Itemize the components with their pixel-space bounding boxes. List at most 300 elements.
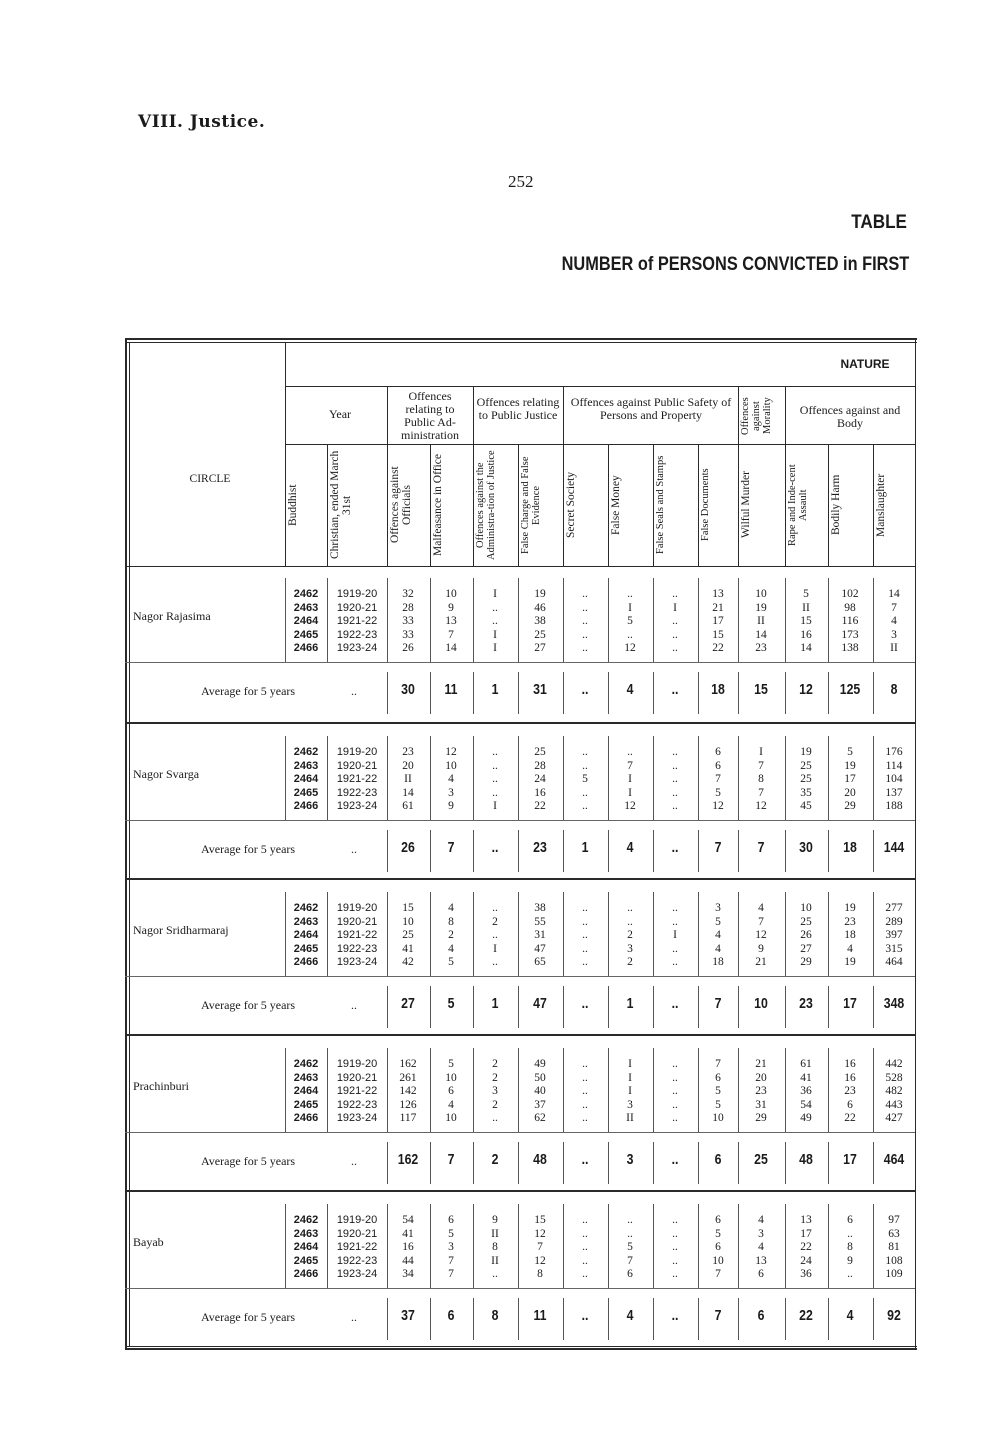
- table-cell: 7: [537, 1241, 543, 1253]
- table-cell: ..: [672, 942, 678, 955]
- average-cell: 48: [533, 1151, 547, 1168]
- table-cell: ..: [582, 1098, 588, 1111]
- average-cell: 1: [581, 839, 589, 856]
- table-cell: ..: [492, 746, 498, 758]
- table-cell: 17: [800, 1227, 812, 1240]
- table-cell: I: [759, 746, 763, 758]
- table-cell: 16: [800, 628, 812, 641]
- average-label: [201, 842, 376, 857]
- col-sep: [430, 444, 431, 566]
- average-cell: 4: [626, 681, 634, 698]
- table-cell: ..: [582, 746, 588, 758]
- table-cell: ..: [582, 1227, 588, 1240]
- table-cell: ..: [492, 956, 498, 968]
- average-cell: 6: [447, 1307, 455, 1324]
- col-sep: [698, 1298, 699, 1340]
- table-cell: 6: [448, 1085, 454, 1097]
- col-sep: [563, 830, 564, 872]
- table-cell: 1920-21: [336, 1071, 378, 1084]
- col-head-manslaughter: Manslaughter: [875, 473, 887, 537]
- table-cell: 277: [885, 902, 903, 914]
- col-sep: [653, 1142, 654, 1184]
- average-label-text: Average for 5 years: [201, 1154, 296, 1168]
- table-cell: 3: [448, 786, 454, 799]
- col-sep: [327, 1048, 328, 1132]
- table-cell: 5: [715, 1227, 721, 1240]
- table-cell: I: [628, 1058, 632, 1070]
- table-cell: 38: [534, 615, 546, 627]
- col-sep: [563, 986, 564, 1028]
- average-cell: 7: [447, 1151, 455, 1168]
- table-cell: 1919-20: [336, 746, 378, 758]
- average-cell: 125: [839, 681, 861, 698]
- average-cell: 7: [757, 839, 765, 856]
- table-cell: 12: [624, 800, 636, 812]
- table-cell: 1922-23: [336, 786, 378, 799]
- col-sep: [473, 1298, 474, 1340]
- table-cell: 17: [712, 615, 724, 627]
- group-rule: [285, 444, 915, 445]
- col-sep: [387, 386, 388, 566]
- average-cell: 17: [843, 1151, 857, 1168]
- table-cell: 5: [582, 773, 588, 785]
- average-cell: 25: [754, 1151, 768, 1168]
- public-justice-group-heading: Offences relating to Public Justice: [476, 395, 560, 422]
- average-label: [201, 1154, 376, 1169]
- col-head-false-documents: False Documents: [700, 468, 711, 542]
- table-cell: 23: [402, 746, 414, 758]
- table-cell: 289: [885, 915, 903, 928]
- circle-heading: CIRCLE: [189, 473, 231, 485]
- table-cell: 4: [448, 902, 454, 914]
- table-cell: 162: [399, 1058, 417, 1070]
- table-cell: 22: [800, 1241, 812, 1253]
- col-head-malfeasance: Malfeasance in Office: [432, 454, 444, 556]
- col-sep: [653, 986, 654, 1028]
- col-sep: [387, 1298, 388, 1340]
- table-cell: 62: [534, 1112, 546, 1124]
- table-cell: 1921-22: [336, 1085, 378, 1097]
- average-cell: 162: [397, 1151, 419, 1168]
- table-cell: 2: [627, 956, 633, 968]
- table-cell: 1919-20: [336, 1058, 378, 1070]
- table-cell: 9: [448, 800, 454, 812]
- table-cell: 8: [758, 773, 764, 785]
- circle-year-separator: [285, 342, 286, 566]
- table-cell: 23: [755, 1085, 767, 1097]
- table-cell: 3: [492, 1085, 498, 1097]
- table-cell: 5: [715, 1085, 721, 1097]
- col-sep: [327, 892, 328, 976]
- table-cell: I: [673, 601, 677, 614]
- table-cell: 20: [844, 786, 856, 799]
- col-sep: [327, 578, 328, 662]
- table-cell: 3: [627, 1098, 633, 1111]
- table-cell: ..: [492, 773, 498, 785]
- table-cell: 25: [800, 759, 812, 772]
- table-cell: 7: [448, 1254, 454, 1267]
- table-cell: 8: [492, 1241, 498, 1253]
- table-cell: 19: [844, 902, 856, 914]
- table-cell: 24: [800, 1254, 812, 1267]
- table-cell: 261: [399, 1071, 417, 1084]
- table-cell: 5: [448, 1058, 454, 1070]
- table-cell: ..: [672, 773, 678, 785]
- table-cell: 25: [534, 746, 546, 758]
- table-cell: 116: [841, 615, 859, 627]
- table-cell: ..: [627, 628, 633, 641]
- table-cell: 2462: [293, 902, 319, 914]
- average-cell: 7: [714, 839, 722, 856]
- table-cell: 13: [712, 588, 724, 600]
- table-cell: 29: [844, 800, 856, 812]
- table-cell: ..: [672, 746, 678, 758]
- table-cell: ..: [672, 1268, 678, 1280]
- table-cell: 25: [402, 929, 414, 941]
- table-cell: 22: [534, 800, 546, 812]
- table-cell: 2465: [293, 1098, 319, 1111]
- table-cell: ..: [672, 759, 678, 772]
- table-cell: 2464: [293, 773, 319, 785]
- table-cell: 7: [758, 786, 764, 799]
- public-safety-group-heading: Offences against Public Safety of Persons and Property: [570, 395, 732, 422]
- table-cell: 1923-24: [336, 1112, 378, 1124]
- table-cell: ..: [492, 1268, 498, 1280]
- table-cell: 25: [800, 915, 812, 928]
- table-cell: 114: [885, 759, 903, 772]
- table-cell: 35: [800, 786, 812, 799]
- table-cell: 21: [755, 956, 767, 968]
- average-label-dots: ..: [351, 842, 357, 856]
- col-head-christian: Christian, ended March 31st: [329, 450, 353, 560]
- table-cell: ..: [492, 1112, 498, 1124]
- table-cell: 15: [534, 1214, 546, 1226]
- table-cell: 5: [627, 1241, 633, 1253]
- table-cell: 5: [627, 615, 633, 627]
- average-cell: 7: [714, 1307, 722, 1324]
- average-cell: 12: [799, 681, 813, 698]
- table-cell: 12: [534, 1227, 546, 1240]
- table-cell: 1923-24: [336, 956, 378, 968]
- table-cell: 7: [715, 773, 721, 785]
- table-left-border: [125, 338, 127, 1350]
- col-head-false-seals: False Seals and Stamps: [655, 455, 666, 555]
- table-cell: 2464: [293, 1241, 319, 1253]
- table-cell: 2466: [293, 1112, 319, 1124]
- table-cell: 2465: [293, 942, 319, 955]
- table-cell: 2463: [293, 1227, 319, 1240]
- col-sep: [608, 444, 609, 566]
- col-sep: [430, 830, 431, 872]
- average-label-dots: ..: [351, 1154, 357, 1168]
- table-bottom-border: [125, 1348, 917, 1350]
- average-label-text: Average for 5 years: [201, 842, 296, 856]
- average-cell: 7: [714, 995, 722, 1012]
- table-cell: 13: [800, 1214, 812, 1226]
- table-cell: 29: [755, 1112, 767, 1124]
- table-cell: ..: [582, 915, 588, 928]
- col-sep: [828, 830, 829, 872]
- year-group-heading: Year: [328, 407, 352, 421]
- average-label-text: Average for 5 years: [201, 998, 296, 1012]
- average-cell: 15: [754, 681, 768, 698]
- col-sep: [738, 986, 739, 1028]
- table-cell: 38: [534, 902, 546, 914]
- col-sep: [873, 1298, 874, 1340]
- table-cell: I: [493, 588, 497, 600]
- table-cell: 13: [445, 615, 457, 627]
- col-sep: [653, 672, 654, 714]
- table-cell: 7: [448, 628, 454, 641]
- table-cell: 19: [844, 956, 856, 968]
- table-cell: II: [626, 1112, 634, 1124]
- table-cell: 6: [847, 1098, 853, 1111]
- average-cell: 1: [626, 995, 634, 1012]
- table-cell: 104: [885, 773, 903, 785]
- average-cell: ..: [671, 1151, 679, 1168]
- col-sep: [785, 986, 786, 1028]
- table-cell: 4: [448, 942, 454, 955]
- table-cell: I: [493, 800, 497, 812]
- table-top-border: [125, 338, 917, 340]
- table-cell: ..: [672, 628, 678, 641]
- col-sep: [653, 1298, 654, 1340]
- page-number: 252: [508, 172, 534, 191]
- table-cell: ..: [582, 759, 588, 772]
- table-cell: 117: [399, 1112, 417, 1124]
- average-cell: 11: [444, 681, 458, 698]
- table-cell: 45: [800, 800, 812, 812]
- table-cell: 2463: [293, 601, 319, 614]
- circle-block-rule: [125, 1190, 915, 1192]
- table-cell: 17: [844, 773, 856, 785]
- table-cell: 4: [847, 942, 853, 955]
- table-cell: 25: [534, 628, 546, 641]
- col-sep: [430, 672, 431, 714]
- average-label: [201, 1310, 376, 1325]
- table-cell: 15: [712, 628, 724, 641]
- table-cell: 28: [534, 759, 546, 772]
- average-cell: 464: [883, 1151, 905, 1168]
- table-cell: 16: [844, 1058, 856, 1070]
- col-sep: [785, 672, 786, 714]
- col-sep: [873, 444, 874, 566]
- table-top-border-inner: [125, 342, 917, 343]
- table-cell: 54: [800, 1098, 812, 1111]
- table-cell: 46: [534, 601, 546, 614]
- average-cell: 1: [491, 995, 499, 1012]
- table-cell: II: [757, 615, 765, 627]
- col-sep: [563, 1298, 564, 1340]
- table-cell: 137: [885, 786, 903, 799]
- table-caption: NUMBER of PERSONS CONVICTED in FIRST: [561, 254, 909, 275]
- table-cell: 44: [402, 1254, 414, 1267]
- table-cell: 2463: [293, 759, 319, 772]
- table-cell: ..: [582, 902, 588, 914]
- col-sep: [387, 986, 388, 1028]
- average-cell: 18: [843, 839, 857, 856]
- average-cell: 37: [401, 1307, 415, 1324]
- table-cell: ..: [582, 615, 588, 627]
- average-rule: [125, 662, 915, 663]
- average-rule: [125, 976, 915, 977]
- table-cell: ..: [627, 915, 633, 928]
- table-cell: ..: [582, 956, 588, 968]
- table-cell: ..: [582, 628, 588, 641]
- col-sep: [518, 1142, 519, 1184]
- average-label-dots: ..: [351, 684, 357, 698]
- table-cell: 23: [844, 915, 856, 928]
- table-cell: 1923-24: [336, 642, 378, 654]
- table-left-border-inner: [129, 342, 130, 1346]
- average-cell: 348: [883, 995, 905, 1012]
- table-cell: 65: [534, 956, 546, 968]
- average-cell: ..: [671, 839, 679, 856]
- table-cell: 2466: [293, 800, 319, 812]
- table-cell: 1921-22: [336, 929, 378, 941]
- table-cell: 2465: [293, 786, 319, 799]
- table-cell: I: [628, 1071, 632, 1084]
- table-cell: 50: [534, 1071, 546, 1084]
- col-head-false-charge: False Charge and False Evidence: [520, 456, 542, 554]
- table-cell: 6: [715, 759, 721, 772]
- col-sep: [473, 386, 474, 566]
- table-cell: 4: [715, 942, 721, 955]
- table-cell: 18: [712, 956, 724, 968]
- circle-block-rule: [125, 722, 915, 724]
- table-cell: 28: [402, 601, 414, 614]
- table-cell: 12: [755, 929, 767, 941]
- circle-name: Nagor Svarga: [133, 767, 200, 781]
- col-sep: [738, 830, 739, 872]
- average-cell: 18: [711, 681, 725, 698]
- table-cell: 31: [755, 1098, 767, 1111]
- average-cell: 4: [626, 839, 634, 856]
- table-cell: 7: [627, 759, 633, 772]
- table-cell: 22: [844, 1112, 856, 1124]
- table-cell: 19: [844, 759, 856, 772]
- col-sep: [473, 986, 474, 1028]
- table-cell: ..: [672, 956, 678, 968]
- col-sep: [785, 1142, 786, 1184]
- table-cell: 49: [800, 1112, 812, 1124]
- table-cell: 20: [402, 759, 414, 772]
- col-sep: [828, 444, 829, 566]
- table-cell: 1922-23: [336, 628, 378, 641]
- table-cell: 4: [448, 1098, 454, 1111]
- table-cell: II: [404, 773, 412, 785]
- col-head-false-money: False Money: [610, 475, 622, 535]
- table-cell: 1920-21: [336, 601, 378, 614]
- table-cell: 40: [534, 1085, 546, 1097]
- table-cell: 20: [755, 1071, 767, 1084]
- public-admin-group-heading: Offences relating to Public Ad-ministration: [401, 389, 459, 442]
- table-cell: 32: [402, 588, 414, 600]
- col-sep: [563, 386, 564, 566]
- average-cell: 26: [401, 839, 415, 856]
- average-cell: ..: [671, 681, 679, 698]
- col-sep: [873, 830, 874, 872]
- table-cell: 2: [448, 929, 454, 941]
- table-cell: 16: [402, 1241, 414, 1253]
- table-cell: 173: [841, 628, 859, 641]
- table-bottom-border-inner: [125, 1346, 917, 1347]
- table-cell: ..: [582, 1214, 588, 1226]
- table-cell: 14: [755, 628, 767, 641]
- average-cell: 144: [883, 839, 905, 856]
- table-cell: 36: [800, 1085, 812, 1097]
- table-cell: ..: [672, 800, 678, 812]
- table-cell: ..: [492, 615, 498, 627]
- table-cell: 6: [715, 1241, 721, 1253]
- table-cell: 3: [758, 1227, 764, 1240]
- table-cell: 2464: [293, 1085, 319, 1097]
- table-cell: 3: [627, 942, 633, 955]
- col-sep: [828, 672, 829, 714]
- average-cell: 4: [846, 1307, 854, 1324]
- table-cell: 55: [534, 915, 546, 928]
- col-sep: [738, 1298, 739, 1340]
- table-cell: 1920-21: [336, 1227, 378, 1240]
- table-cell: ..: [672, 588, 678, 600]
- table-cell: 6: [627, 1268, 633, 1280]
- average-cell: 23: [799, 995, 813, 1012]
- table-cell: 1922-23: [336, 942, 378, 955]
- col-sep: [518, 986, 519, 1028]
- table-cell: 5: [715, 786, 721, 799]
- section-title: VIII. Justice.: [138, 112, 266, 132]
- table-cell: 2466: [293, 1268, 319, 1280]
- col-sep: [608, 830, 609, 872]
- table-cell: ..: [582, 1071, 588, 1084]
- table-cell: II: [491, 1227, 499, 1240]
- table-cell: ..: [672, 1112, 678, 1124]
- col-sep: [327, 736, 328, 820]
- table-cell: 6: [715, 1071, 721, 1084]
- table-cell: 2464: [293, 929, 319, 941]
- col-sep: [518, 672, 519, 714]
- table-cell: 26: [402, 642, 414, 654]
- col-sep: [327, 444, 328, 566]
- table-cell: 142: [399, 1085, 417, 1097]
- table-cell: 19: [534, 588, 546, 600]
- table-cell: ..: [672, 915, 678, 928]
- table-cell: 7: [627, 1254, 633, 1267]
- col-sep: [873, 672, 874, 714]
- col-sep: [828, 1142, 829, 1184]
- table-cell: I: [493, 628, 497, 641]
- table-cell: ..: [582, 601, 588, 614]
- table-cell: I: [493, 642, 497, 654]
- table-cell: 2465: [293, 1254, 319, 1267]
- table-cell: I: [673, 929, 677, 941]
- table-cell: 2466: [293, 956, 319, 968]
- table-cell: 3: [448, 1241, 454, 1253]
- col-sep: [873, 1142, 874, 1184]
- table-cell: 22: [712, 642, 724, 654]
- table-cell: ..: [672, 1085, 678, 1097]
- table-cell: 2462: [293, 588, 319, 600]
- col-sep: [518, 444, 519, 566]
- table-cell: 8: [847, 1241, 853, 1253]
- average-rule: [125, 1288, 915, 1289]
- table-cell: 12: [755, 800, 767, 812]
- col-sep: [828, 986, 829, 1028]
- table-cell: 3: [891, 628, 897, 641]
- table-cell: ..: [627, 746, 633, 758]
- table-cell: 9: [448, 601, 454, 614]
- average-cell: 11: [533, 1307, 547, 1324]
